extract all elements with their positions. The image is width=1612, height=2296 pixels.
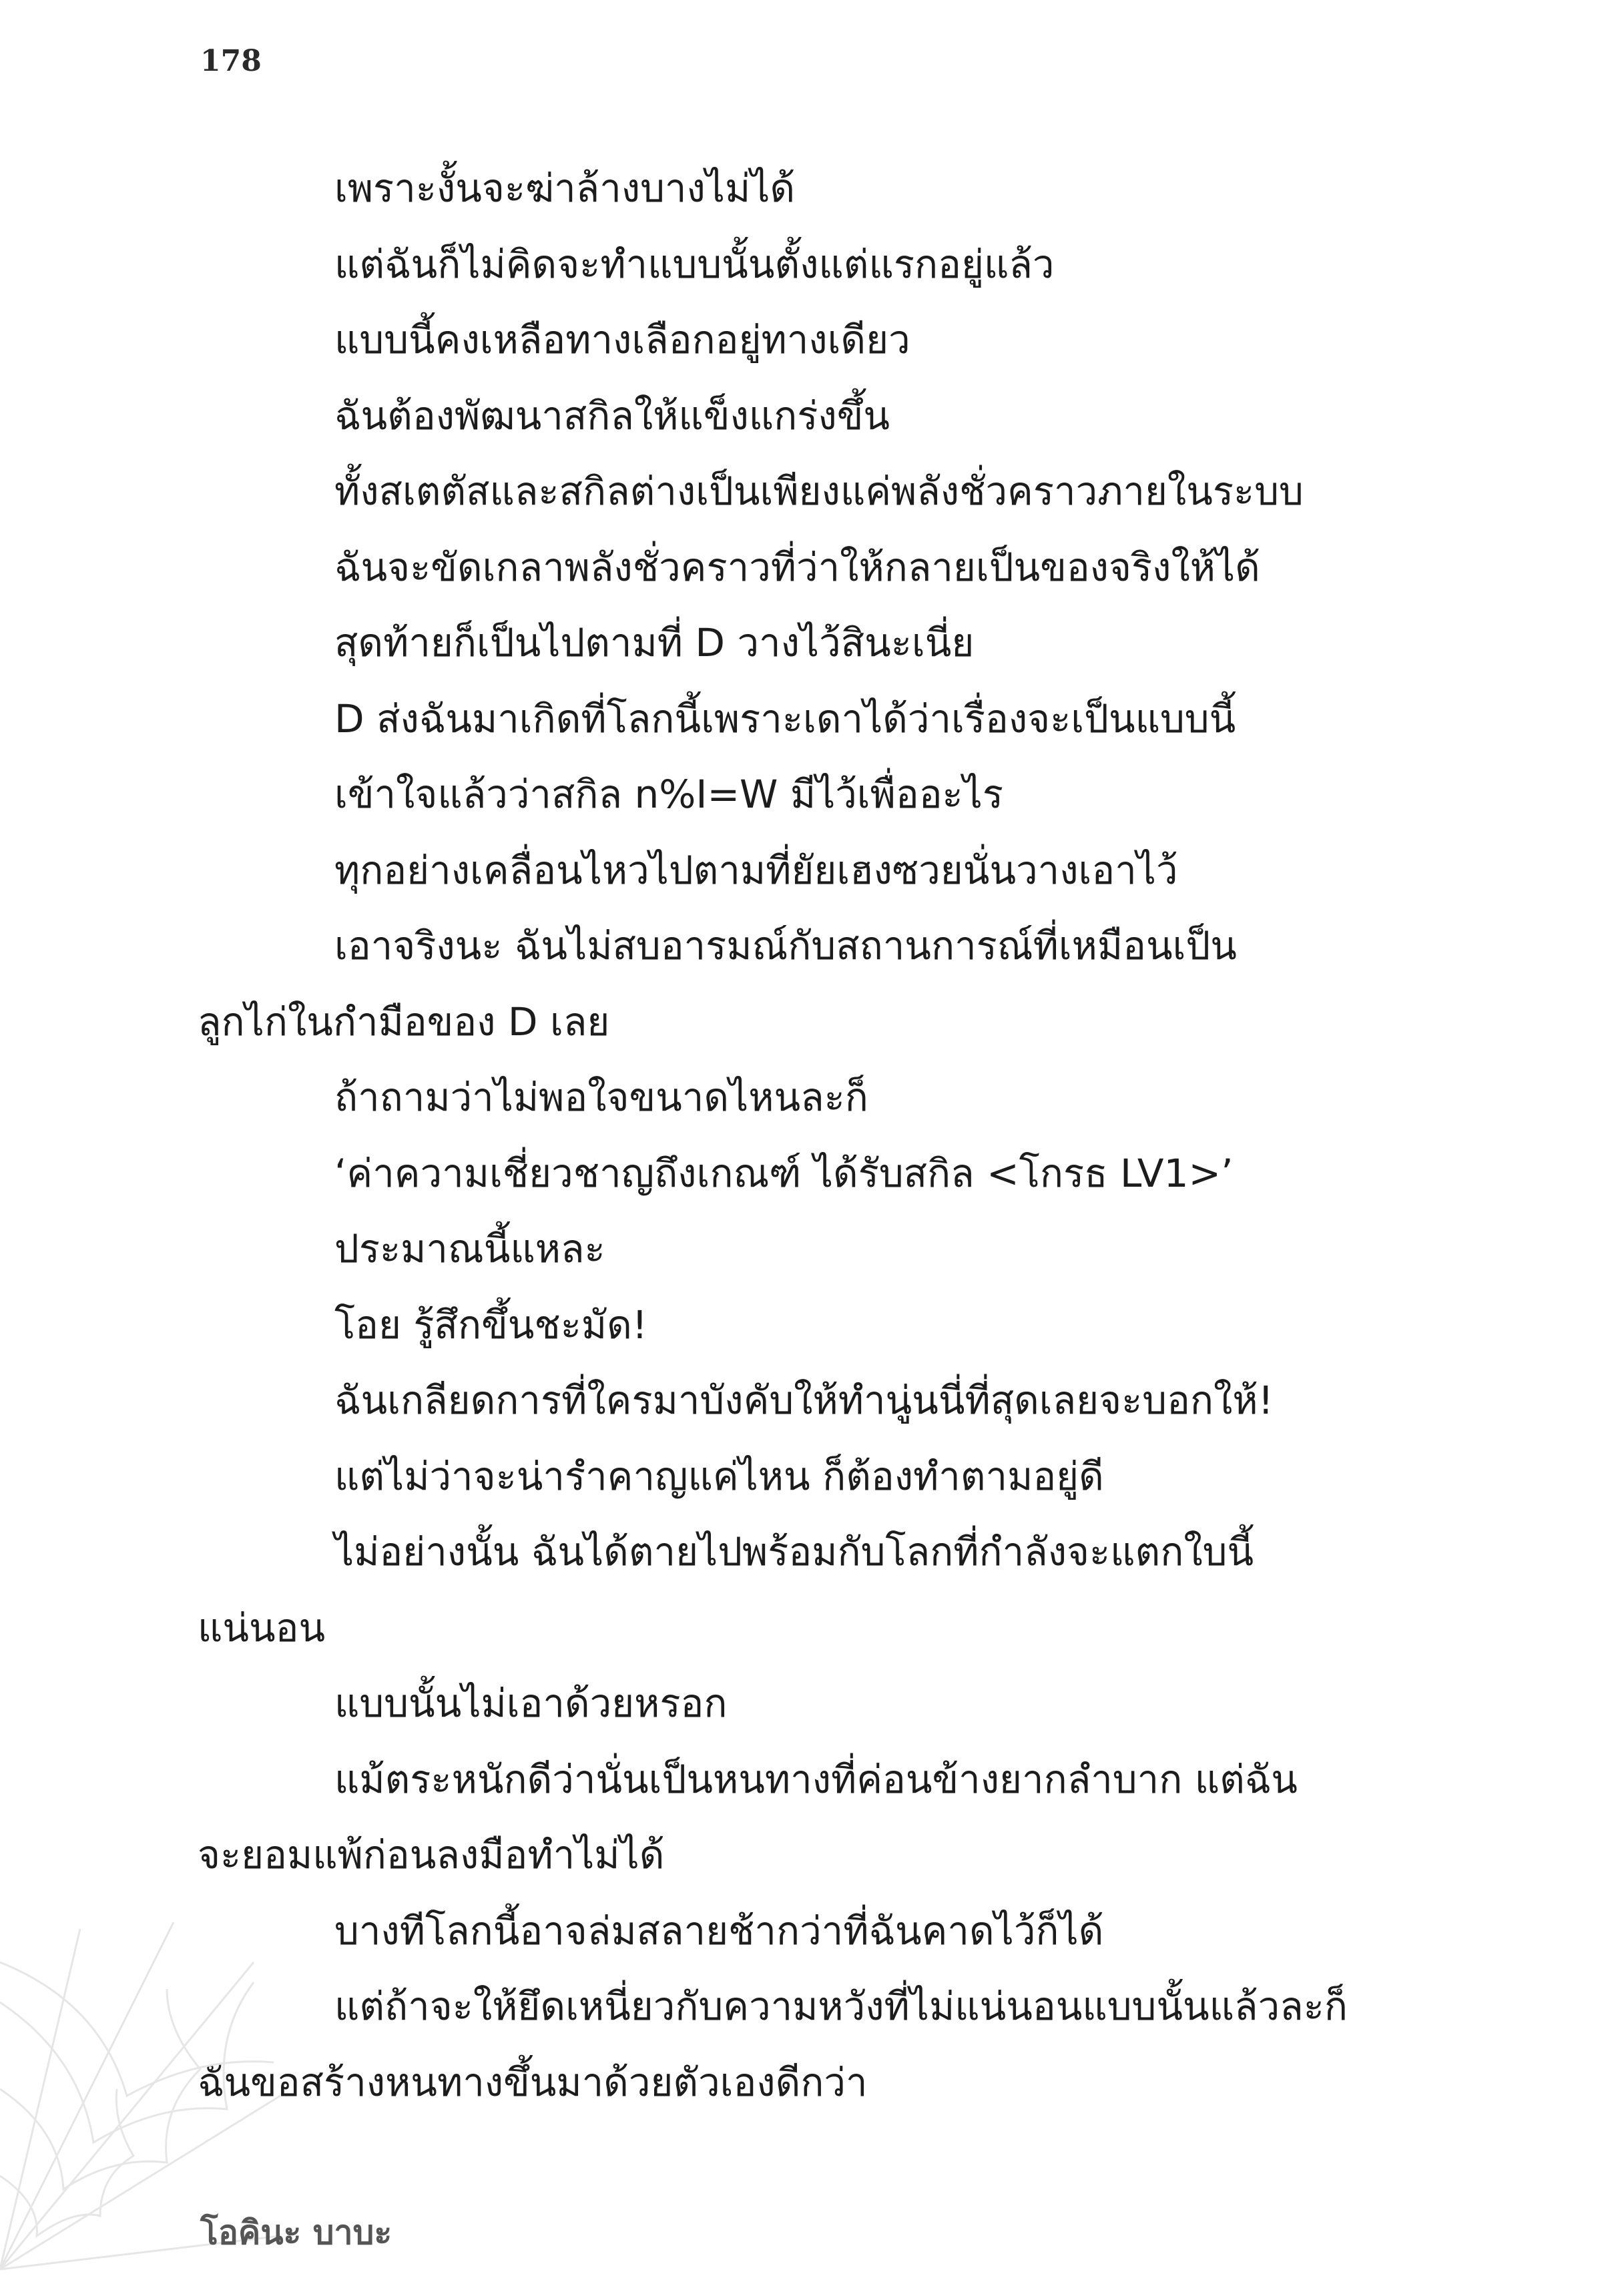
paragraph-line: แต่ไม่ว่าจะน่ารำคาญแค่ไหน ก็ต้องทำตามอยู่ดี (334, 1453, 1104, 1499)
paragraph-line: เข้าใจแล้วว่าสกิล n%I=W มีไว้เพื่ออะไร (334, 772, 1004, 817)
paragraph-line: ฉันจะขัดเกลาพลังชั่วคราวที่ว่าให้กลายเป็นของจริงให้ได้ (334, 544, 1260, 590)
paragraph-line: แต่ถ้าจะให้ยึดเหนี่ยวกับความหวังที่ไม่แน่นอนแบบนั้นแล้วละก็ (334, 1984, 1348, 2029)
paragraph-line: D ส่งฉันมาเกิดที่โลกนี้เพราะเดาได้ว่าเรื่องจะเป็นแบบนี้ (334, 695, 1236, 742)
paragraph-line: เอาจริงนะ ฉันไม่สบอารมณ์กับสถานการณ์ที่เหมือนเป็น (334, 923, 1237, 968)
paragraph-line: ฉันต้องพัฒนาสกิลให้แข็งแกร่งขึ้น (334, 392, 890, 439)
paragraph-line: โอย รู้สึกขึ้นชะมัด! (334, 1302, 648, 1348)
paragraph-line: ถ้าถามว่าไม่พอใจขนาดไหนละก็ (334, 1075, 868, 1120)
paragraph-line: บางทีโลกนี้อาจล่มสลายช้ากว่าที่ฉันคาดไว้ก็ได้ (334, 1908, 1104, 1954)
paragraph-line: ฉันขอสร้างหนทางขึ้นมาด้วยตัวเองดีกว่า (198, 2059, 868, 2105)
paragraph-line: จะยอมแพ้ก่อนลงมือทำไม่ได้ (198, 1832, 665, 1878)
paragraph-line: เพราะงั้นจะฆ่าล้างบางไม่ได้ (334, 166, 796, 211)
paragraph-line: ฉันเกลียดการที่ใครมาบังคับให้ทำนู่นนี่ที่สุดเลยจะบอกให้! (334, 1378, 1274, 1423)
paragraph-line: ทั้งสเตตัสและสกิลต่างเป็นเพียงแค่พลังชั่วคราวภายในระบบ (334, 469, 1304, 514)
paragraph-line: แต่ฉันก็ไม่คิดจะทำแบบนั้นตั้งแต่แรกอยู่แล้ว (334, 241, 1055, 287)
paragraph-line: ลูกไก่ในกำมือของ D เลย (198, 998, 610, 1045)
paragraph-line: แน่นอน (198, 1605, 326, 1651)
paragraph-line: แบบนั้นไม่เอาด้วยหรอก (334, 1681, 728, 1726)
paragraph-line: แบบนี้คงเหลือทางเลือกอยู่ทางเดียว (334, 317, 910, 362)
footer-author-name: โอคินะ บาบะ (200, 2213, 392, 2252)
page-number: 178 (200, 44, 262, 78)
paragraph-line: ทุกอย่างเคลื่อนไหวไปตามที่ยัยเฮงซวยนั่นวางเอาไว้ (334, 847, 1178, 893)
paragraph-line: ‘ค่าความเชี่ยวชาญถึงเกณฑ์ ได้รับสกิล <โกรธ LV1>’ (334, 1150, 1234, 1196)
paragraph-line: ประมาณนี้แหละ (334, 1226, 605, 1271)
body-text (198, 151, 1406, 2120)
paragraph-line: ไม่อย่างนั้น ฉันได้ตายไปพร้อมกับโลกที่กำลังจะแตกใบนี้ (334, 1529, 1254, 1574)
paragraph-line: แม้ตระหนักดีว่านั่นเป็นหนทางที่ค่อนข้างยากลำบาก แต่ฉัน (334, 1756, 1298, 1802)
paragraph-line: สุดท้ายก็เป็นไปตามที่ D วางไว้สินะเนี่ย (334, 620, 975, 665)
